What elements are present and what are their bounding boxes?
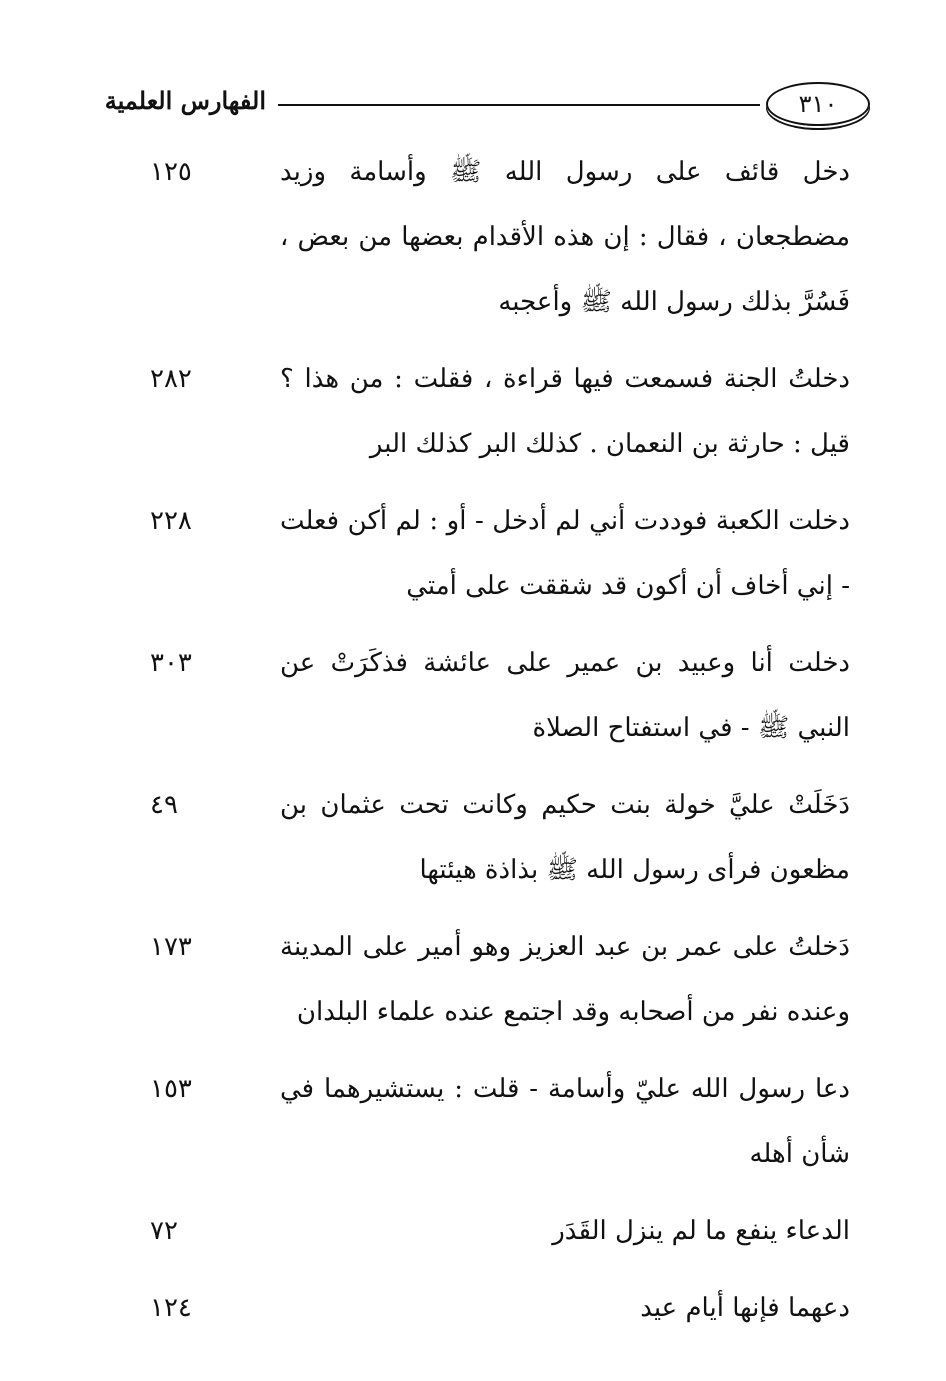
header-rule xyxy=(278,104,760,106)
index-entry xyxy=(150,1276,850,1341)
index-entries xyxy=(150,140,850,1353)
index-entry xyxy=(150,1057,850,1187)
entry-page-number: ٧٢ xyxy=(150,1216,178,1246)
entry-text: دخلت أنا وعبيد بن عمير على عائشة فذكَرَتْ عن النبي ﷺ - في استفتاح الصلاة xyxy=(280,648,850,743)
index-entry xyxy=(150,631,850,761)
index-entry xyxy=(150,773,850,903)
entry-page-number: ٣٠٣ xyxy=(150,648,192,678)
running-title: الفهارس العلمية xyxy=(104,86,266,115)
entry-page-number: ٤٩ xyxy=(150,790,178,820)
entry-text: دعهما فإنها أيام عيد xyxy=(640,1293,850,1323)
entry-text: دعا رسول الله عليّ وأسامة - قلت : يستشيرهما في شأن أهله xyxy=(280,1074,850,1169)
entry-page-number: ٢٨٢ xyxy=(150,364,192,394)
entry-text: دَخلتُ على عمر بن عبد العزيز وهو أمير على المدينة وعنده نفر من أصحابه وقد اجتمع عنده علماء البلدان xyxy=(280,932,850,1027)
index-entry xyxy=(150,489,850,619)
index-entry xyxy=(150,915,850,1045)
entry-text: الدعاء ينفع ما لم ينزل القَدَر xyxy=(552,1216,850,1246)
entry-page-number: ١٥٣ xyxy=(150,1074,192,1104)
index-entry xyxy=(150,1199,850,1264)
entry-text: دخلت الكعبة فوددت أني لم أدخل - أو : لم أكن فعلت - إني أخاف أن أكون قد شققت على أمتي xyxy=(280,506,850,601)
entry-text: دَخَلَتْ عليَّ خولة بنت حكيم وكانت تحت عثمان بن مظعون فرأى رسول الله ﷺ بذاذة هيئتها xyxy=(280,790,850,885)
entry-page-number: ٢٢٨ xyxy=(150,506,192,536)
entry-page-number: ١٧٣ xyxy=(150,932,192,962)
entry-page-number: ١٢٤ xyxy=(150,1293,192,1323)
entry-text: دخل قائف على رسول الله ﷺ وأسامة وزيد مضطجعان ، فقال : إن هذه الأقدام بعضها من بعض ، فَسُرَّ بذلك رسول الله ﷺ وأعجبه xyxy=(280,157,850,317)
index-entry xyxy=(150,140,850,335)
index-entry xyxy=(150,347,850,477)
entry-text: دخلتُ الجنة فسمعت فيها قراءة ، فقلت : من هذا ؟ قيل : حارثة بن النعمان . كذلك البر كذلك البر xyxy=(280,364,850,459)
page-header xyxy=(90,82,870,126)
page-number: ٣١٠ xyxy=(766,82,870,126)
entry-page-number: ١٢٥ xyxy=(150,157,192,187)
